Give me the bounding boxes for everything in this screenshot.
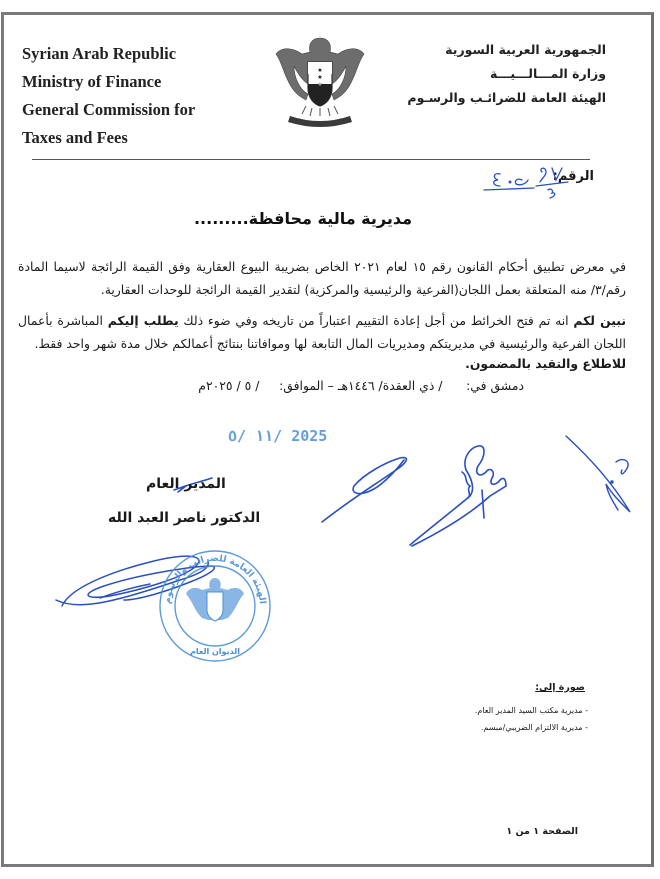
handwritten-reference-number bbox=[480, 160, 576, 204]
cc-item: - مديرية مكتب السيد المدير العام. bbox=[475, 702, 588, 719]
emphasis-inform: نبين لكم bbox=[573, 313, 627, 329]
svg-text:★: ★ bbox=[317, 67, 323, 74]
cc-heading: صورة إلى: bbox=[535, 682, 585, 693]
paragraph-2-text-b: المباشرة بأعمال اللجان الفرعية والرئيسية في مديريتكم ومديريات المال التابعة لها وموافاتنا بنتائج أعمالكم خلال مدة شهر واحد فقط. bbox=[18, 313, 626, 351]
english-line-ministry: Ministry of Finance bbox=[22, 72, 162, 91]
signatory-name: الدكتور ناصر العبد الله bbox=[108, 510, 261, 526]
svg-text:★: ★ bbox=[317, 74, 323, 81]
body-paragraph-3: للاطلاع والتقيد بالمضمون. bbox=[465, 356, 626, 372]
stamp-bottom-text: الديوان العام bbox=[190, 647, 240, 656]
signatory-title: المدير العام bbox=[146, 476, 226, 492]
arabic-line-country: الجمهورية العربية السورية bbox=[445, 42, 606, 57]
english-line-commission: General Commission for bbox=[22, 100, 196, 119]
english-line-country: Syrian Arab Republic bbox=[22, 44, 177, 63]
english-line-taxes: Taxes and Fees bbox=[22, 128, 128, 147]
cc-list bbox=[475, 702, 588, 736]
official-seal-stamp bbox=[156, 548, 274, 664]
arabic-letterhead bbox=[407, 38, 606, 110]
emphasis-request: يطلب إليكم bbox=[107, 313, 179, 329]
page-number: الصفحة ١ من ١ bbox=[506, 826, 578, 837]
stamp-ring-text: الهيئة العامة للضرائب والرسوم bbox=[162, 553, 267, 605]
document-title: مديرية مالية محافظة......... bbox=[193, 209, 412, 228]
paragraph-2-text-a: انه تم فتح الخرائط من أجل إعادة التقييم اعتباراً من تاريخه وفي ضوء ذلك bbox=[178, 313, 574, 329]
body-paragraph-2 bbox=[18, 310, 626, 355]
reference-number-label: الرقم: bbox=[552, 169, 594, 184]
arabic-line-ministry: وزارة المـــالـــيـــة bbox=[489, 66, 606, 81]
cc-item: - مديرية الالتزام الضريبي/مبسم. bbox=[475, 719, 588, 736]
english-letterhead bbox=[22, 40, 195, 152]
date-stamp: ١١ /٥/ 2025 bbox=[228, 427, 328, 445]
arabic-line-commission: الهيئة العامة للضرائـب والرسـوم bbox=[407, 90, 606, 105]
body-paragraph-1: في معرض تطبيق أحكام القانون رقم ١٥ لعام ٢٠٢١ الخاص بضريبة البيوع العقارية وفق القيمة الرائجة لاسيما المادة رقم/٣/ منه المتعلقة بعمل اللجان(الفرعية والرئيسية والمركزية) لتقدير القيمة الرائجة للوحدات العقارية. bbox=[18, 259, 627, 297]
syrian-eagle-emblem-icon bbox=[272, 32, 368, 132]
svg-text:★: ★ bbox=[317, 81, 323, 88]
date-line: دمشق في: / ذي العقدة/ ١٤٤٦هـ – الموافق: / ٥ / ٢٠٢٥م bbox=[198, 378, 524, 393]
